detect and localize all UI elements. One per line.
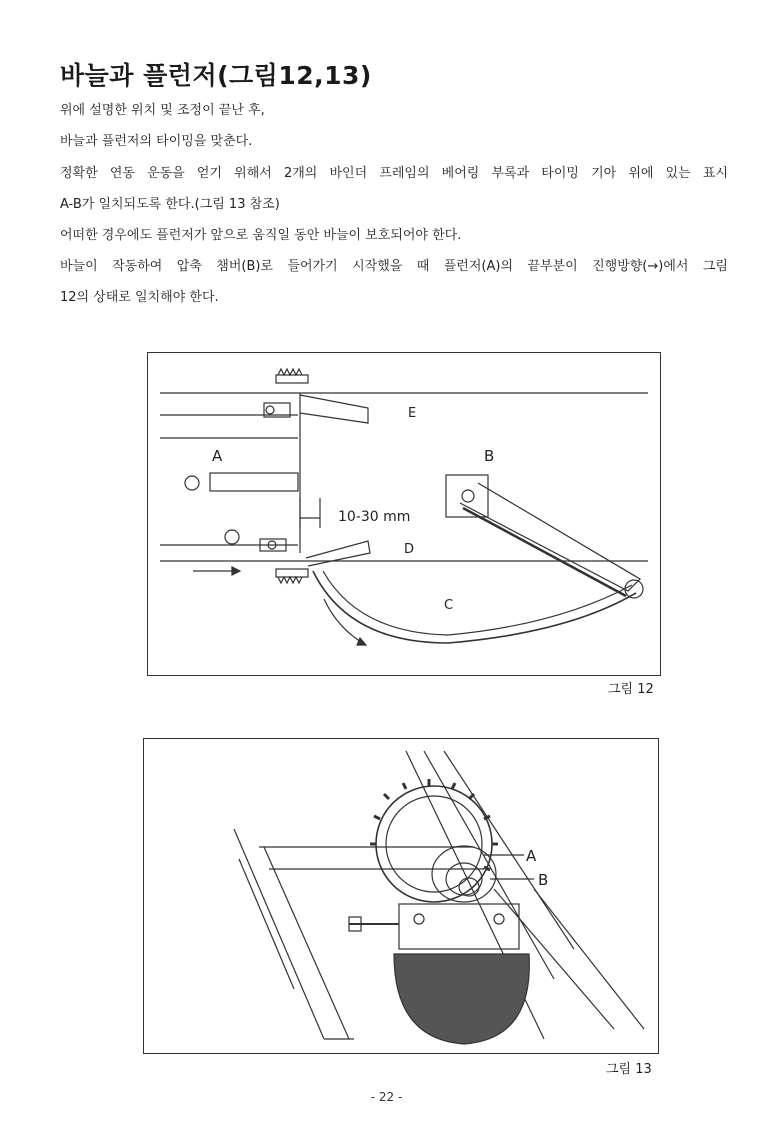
paragraph-line-6: 바늘이 작동하여 압축 챔버(B)로 들어가기 시작했을 때 플런저(A)의 끝부분이 진행방향(→)에서 그림 (60, 259, 728, 274)
figure-12 (147, 352, 661, 676)
paragraph-line-5: 어떠한 경우에도 플런저가 앞으로 움직일 동안 바늘이 보호되어야 한다. (60, 228, 462, 243)
figure-13 (143, 738, 659, 1054)
paragraph-line-1: 위에 설명한 위치 및 조정이 끝난 후, (60, 103, 265, 118)
figure-13-diagram (144, 739, 658, 1053)
label-c: C (444, 598, 454, 613)
figure-12-caption: 그림 12 (608, 682, 654, 697)
figure-12-diagram (148, 353, 660, 675)
label-d: D (404, 542, 415, 557)
label-a: A (212, 447, 223, 465)
label-b: B (484, 447, 495, 465)
paragraph-line-2: 바늘과 플런저의 타이밍을 맞춘다. (60, 134, 253, 149)
paragraph-line-7: 12의 상태로 일치해야 한다. (60, 290, 219, 305)
figure-13-caption: 그림 13 (606, 1062, 652, 1077)
dimension-label: 10-30 mm (338, 509, 411, 525)
label-e: E (408, 406, 417, 421)
paragraph-line-3: 정확한 연동 운동을 얻기 위해서 2개의 바인더 프레임의 베어링 부록과 타이밍 기아 위에 있는 표시 (60, 166, 728, 181)
paragraph-line-4: A-B가 일치되도록 한다.(그림 13 참조) (60, 197, 280, 212)
mark-b-label: B (538, 871, 549, 889)
page-number: - 22 - (370, 1090, 403, 1104)
mark-a-label: A (526, 847, 537, 865)
section-heading: 바늘과 플런저(그림12,13) (60, 61, 372, 90)
